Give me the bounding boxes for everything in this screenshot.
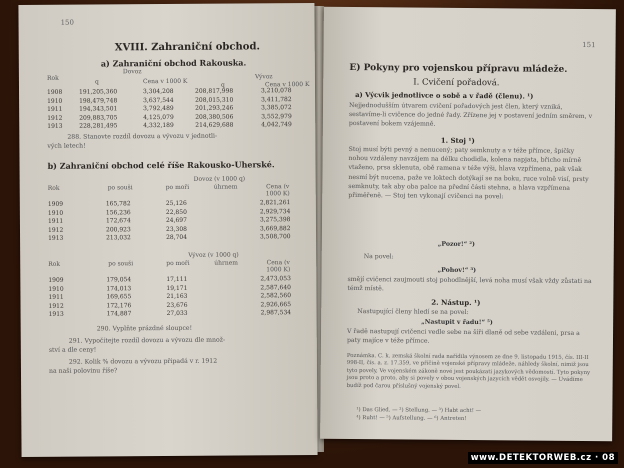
table-cell: 1911	[47, 105, 63, 113]
table-cell: 228,281,495	[79, 122, 118, 130]
exercise-292-cont: na naši polovinu říše?	[48, 367, 118, 375]
table-cell: 17,111	[166, 275, 188, 284]
table-b2-caption: Vývoz (v 1000 q)	[188, 251, 239, 259]
table-cell: 201,293,246	[195, 104, 234, 112]
table-a-sub-cena2: Cena v 1000 K	[264, 81, 310, 89]
table-cell: 169,655	[106, 293, 132, 301]
footnote-2: ⁴) Ruht! — ⁵) Aufstellung. — ⁶) Antreten!	[356, 415, 467, 422]
chapter-title: XVIII. Zahraniční obchod.	[114, 41, 260, 54]
para-nastup-1: Nastupující členy hledí se na povel:	[357, 308, 469, 317]
table-row	[47, 121, 307, 131]
table-a-col-year: Rok	[46, 74, 59, 82]
table-cell: 2,582,560	[260, 292, 292, 300]
right-page	[320, 7, 616, 442]
table-b2-col-uhrnem: úhrnem	[214, 259, 238, 267]
table-b1-col-mori: po moři	[165, 183, 190, 192]
cmd-nastupit: „Nastupit v řadu!“ ⁵)	[421, 318, 493, 327]
table-cell: 2,821,261	[259, 199, 291, 207]
table-cell: 172,176	[106, 301, 132, 309]
table-cell: 208,817,998	[195, 87, 234, 95]
table-cell: 3,637,544	[143, 96, 174, 104]
exercise-292: 292. Kolik % dovozu a vývozu připadá v r. 1912	[68, 357, 218, 366]
table-cell: 191,205,360	[79, 88, 118, 96]
table-cell: 1910	[47, 209, 64, 217]
table-cell: 1912	[47, 114, 63, 122]
table-cell: 3,385,072	[261, 104, 292, 112]
table-row	[48, 233, 308, 243]
table-cell: 3,792,489	[143, 104, 174, 113]
table-b1-col-year: Rok	[47, 184, 60, 192]
cmd-pozor: „Pozor!“ ²)	[437, 240, 475, 249]
heading-stoj: 1. Stoj ¹)	[440, 135, 475, 146]
table-cell: 1910	[48, 285, 64, 293]
table-a	[47, 87, 307, 131]
table-b1	[48, 199, 308, 243]
table-b1-caption: Dovoz (v 1000 q)	[193, 175, 246, 183]
table-cell: 179,054	[106, 276, 132, 284]
table-b2-col-year: Rok	[48, 260, 61, 268]
table-cell: 3,552,979	[261, 112, 292, 120]
table-cell: 214,629,688	[195, 121, 234, 129]
table-cell: 165,782	[105, 200, 131, 208]
table-cell: 19,171	[166, 284, 188, 292]
section-a-title: a) Zahraniční obchod Rakouska.	[100, 57, 247, 69]
table-cell: 2,929,734	[259, 207, 291, 215]
table-a-col-vyvoz: Vývoz	[254, 73, 273, 81]
table-cell: 2,987,534	[260, 309, 292, 317]
exercise-291-cont: ství a dle ceny!	[48, 346, 97, 354]
table-cell: 23,308	[165, 225, 188, 233]
table-cell: 3,669,882	[259, 224, 291, 232]
table-cell: 25,126	[165, 199, 187, 208]
right-title: E) Pokyny pro vojenskou přípravu mládeže.	[349, 62, 568, 75]
left-page-number: 150	[60, 18, 74, 27]
para-nastup-2: V řadě nastupují cvičenci vedle sebe na šíři dlaně od sebe vzdáleni, prsa a paty majíce v téže přímce.	[346, 327, 580, 345]
table-cell: 4,042,749	[261, 121, 292, 129]
table-cell: 172,674	[105, 217, 131, 225]
table-cell: 1908	[47, 88, 63, 96]
table-b1-col-uhrnem: úhrnem	[213, 183, 238, 191]
table-b2-col-sousi: po souši	[108, 260, 134, 268]
exercise-291: 291. Vypočítejte rozdíl dovozu a vývozu dle množ-	[68, 336, 226, 345]
table-cell: 22,850	[165, 208, 187, 216]
table-cell: 2,473,053	[260, 275, 291, 283]
table-cell: 2,587,640	[260, 283, 291, 291]
table-cell: 198,479,748	[79, 96, 118, 105]
right-subsection: a) Výcvik jednotlivce o sobě a v řadě (členu). ¹)	[355, 91, 534, 101]
table-cell: 174,887	[106, 310, 132, 318]
exercise-288-cont: vých letech!	[47, 142, 86, 150]
table-cell: 209,883,705	[79, 113, 118, 122]
table-cell: 23,676	[166, 301, 188, 309]
table-cell: 2,926,665	[260, 300, 292, 308]
cmd-pohov: „Pohov!“ ³)	[437, 266, 477, 275]
table-cell: 3,411,782	[261, 95, 292, 103]
na-povel: Na povel:	[363, 253, 394, 261]
exercise-288: 288. Stanovte rozdíl dovozu a vývozu v jednotli-	[67, 132, 218, 141]
table-cell: 1909	[47, 200, 64, 208]
right-chapter: I. Cvičení pořadová.	[413, 77, 500, 89]
footnote-1: ¹) Das Glied. — ²) Stellung. — ³) Habt acht! —	[356, 407, 482, 415]
table-cell: 21,163	[166, 292, 188, 301]
heading-nastup: 2. Nástup. ¹)	[431, 297, 481, 308]
note-poznamka: Poznámka. C. k. zemská školní rada nařídila výnosem ze dne 9. listopadu 1915, čís. III-II 998-II, čís. a. z. 17.359, ve příčině vojenské přípravy mládeže, náhledy školní, nimiž jsou tyto povely, Ve vojenském zákoně nové jest poukázati jazykových vědomostí. Tyto pokyny jsou proto a proto, aby si povely v obou vojenských jazycích vědět osvojily. — Uvádíme budíž pod čarou příslušný vojenský povel.	[346, 352, 591, 390]
right-intro: Nejjednodušším útvarem cvičení pořadových jest člen, který vzniká, sestavíme-li cvičence do jedné řady. Zřízene jej v postavení jedním směrem, v postavení bokem vzájemně.	[348, 101, 593, 129]
table-cell: 28,704	[166, 233, 188, 242]
table-cell: 24,697	[165, 216, 187, 225]
table-b1-col-sousi: po souši	[107, 184, 133, 192]
table-cell: 3,275,398	[259, 216, 291, 224]
table-a-col-dovoz: Dovoz	[122, 68, 142, 76]
table-cell: 3,508,700	[260, 233, 291, 241]
table-cell: 3,304,208	[143, 87, 174, 96]
table-a-sub-q1: q	[94, 78, 99, 86]
table-cell: 1911	[48, 293, 64, 301]
right-page-number: 151	[582, 40, 596, 50]
table-a-sub-q2: q	[220, 81, 225, 89]
table-cell: 174,013	[106, 284, 132, 292]
para-pohov: smějí cvičenci zaujmouti stoj pohodlnější, levá noha musí však vždy zůstati na témž místě.	[347, 275, 592, 293]
table-b2-col-cena: Cena (v 1000 K)	[266, 259, 291, 274]
table-b2	[48, 275, 308, 319]
table-cell: 156,236	[105, 208, 131, 216]
table-cell: 1913	[47, 122, 63, 130]
table-a-sub-cena1: Cena v 1000 K	[142, 77, 188, 86]
table-cell: 194,343,501	[79, 105, 118, 113]
table-cell: 208,380,506	[195, 113, 234, 121]
table-cell: 27,033	[166, 309, 188, 318]
table-cell: 4,332,189	[143, 121, 174, 130]
table-cell: 1913	[48, 234, 64, 242]
table-cell: 1912	[47, 226, 64, 234]
table-cell: 213,032	[106, 234, 131, 242]
table-cell: 4,125,079	[143, 113, 174, 121]
table-cell: 1912	[48, 302, 64, 310]
table-b1-col-cena: Cena (v 1000 K)	[265, 183, 290, 198]
left-page	[18, 3, 317, 457]
exercise-290: 290. Vyplňte prázdné sloupce!	[96, 324, 193, 333]
table-cell: 1913	[48, 310, 64, 318]
table-cell: 200,923	[105, 225, 131, 233]
section-b-title: b) Zahraniční obchod celé říše Rakousko-Uherské.	[47, 159, 275, 171]
table-row	[49, 309, 309, 319]
table-b2-col-mori: po moři	[166, 259, 190, 268]
watermark: www.DETEKTORWEB.cz · 08	[468, 452, 618, 464]
table-cell: 208,015,310	[195, 96, 234, 104]
table-cell: 1911	[47, 217, 64, 225]
table-cell: 1909	[48, 276, 64, 284]
para-stoj: Stoj musí býti pevný a nenucený; paty semknuty a v téže přímce, špičky nohou vzdáleny navzájem na délku chodidla, kolena napjata, břicho mírně vtaženo, prsa sklenuta, obě ramena v téže výši, hlava vzpřímena, pak však nesmí být nucena, paže ve loktech dotýkají se na boku, ruce volně visí, prsty semknuty, tak aby oba palce na přední části stehna, a hlava vzpřímena přiměřeně. — Stoj ten vykonají cvičenci na povel:	[348, 145, 589, 201]
table-cell: 1910	[47, 97, 63, 105]
table-cell: 3,210,078	[261, 87, 292, 95]
